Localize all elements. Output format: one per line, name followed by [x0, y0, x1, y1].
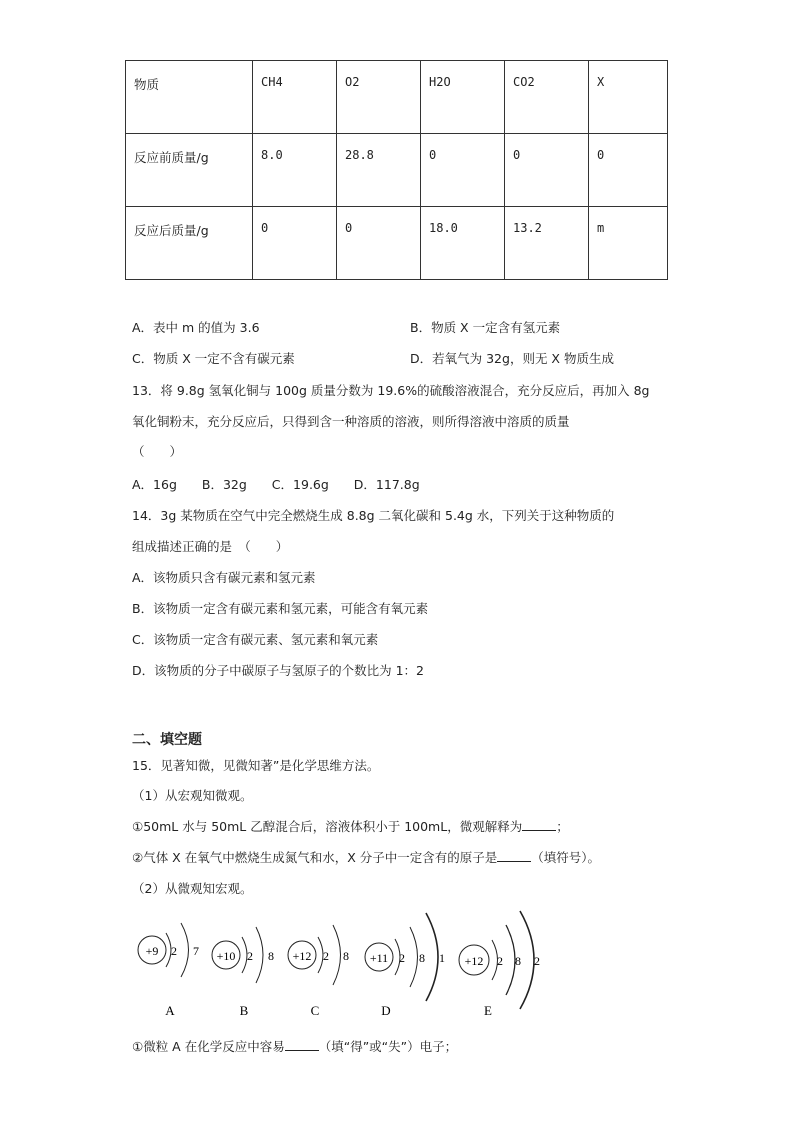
shell-electron-count: 8 [268, 949, 274, 963]
electron-shell-arc [426, 913, 438, 1001]
q15-part1: （1）从宏观知微观。 [132, 788, 253, 803]
table-cell: 0 [505, 134, 589, 207]
q15-item3-text: ①微粒 A 在化学反应中容易 [132, 1039, 285, 1054]
q15-stem: 15．见著知微，见微知著”是化学思维方法。 [132, 758, 380, 773]
electron-shell-arc [256, 927, 263, 983]
table-cell: 反应前质量/g [126, 134, 253, 207]
shell-electron-count: 2 [399, 951, 405, 965]
table-cell: CO2 [505, 61, 589, 134]
electron-shell-arc [520, 911, 534, 1009]
q12-option-a: A．表中 m 的值为 3.6 [132, 320, 260, 335]
q13-stem-line2: 氧化铜粉末，充分反应后，只得到含一种溶质的溶液，则所得溶液中溶质的质量 [132, 414, 570, 429]
q15-item2-suffix: （填符号）。 [531, 850, 601, 865]
q15-item3 [132, 1037, 457, 1055]
q12-option-b: B．物质 X 一定含有氢元素 [410, 320, 561, 335]
nucleus-charge: +12 [464, 954, 484, 968]
section-title: 二、填空题 [132, 732, 202, 748]
atom-diagram-d [365, 913, 445, 1018]
shell-electron-count: 2 [323, 949, 329, 963]
q15-item2-text: ②气体 X 在氧气中燃烧生成氮气和水，X 分子中一定含有的原子是 [132, 850, 498, 865]
shell-electron-count: 8 [343, 949, 349, 963]
atomic-structure-diagrams [128, 905, 558, 1025]
table-cell: 18.0 [421, 207, 505, 280]
q14-option-a: A．该物质只含有碳元素和氢元素 [132, 570, 316, 585]
q15-item1-suffix: ； [556, 819, 569, 834]
table-cell: 0 [253, 207, 337, 280]
atom-label: E [484, 1003, 492, 1018]
q14-option-c: C．该物质一定含有碳元素、氢元素和氧元素 [132, 632, 379, 647]
shell-electron-count: 2 [497, 954, 503, 968]
q14-option-b: B．该物质一定含有碳元素和氢元素，可能含有氧元素 [132, 601, 429, 616]
nucleus-charge: +11 [369, 951, 389, 965]
q15-item1-text: ①50mL 水与 50mL 乙醇混合后，溶液体积小于 100mL，微观解释为 [132, 819, 523, 834]
atom-label: D [381, 1003, 391, 1018]
table-cell: X [589, 61, 668, 134]
table-cell: CH4 [253, 61, 337, 134]
q13-stem-line1: 13．将 9.8g 氢氧化铜与 100g 质量分数为 19.6%的硫酸溶液混合，充分反应后，再加入 8g [132, 383, 650, 398]
shell-electron-count: 2 [534, 954, 540, 968]
table-row [126, 207, 668, 280]
table-cell: 物质 [126, 61, 253, 134]
atom-diagram-c [288, 925, 349, 1018]
table-row [126, 61, 668, 134]
table-cell: H2O [421, 61, 505, 134]
q15-part2: （2）从微观知宏观。 [132, 881, 253, 896]
table-cell: O2 [337, 61, 421, 134]
electron-shell-arc [333, 925, 341, 985]
q12-option-c: C．物质 X 一定不含有碳元素 [132, 351, 295, 366]
table-cell: 0 [421, 134, 505, 207]
atom-diagram-b [212, 927, 274, 1018]
q15-item1 [132, 817, 569, 835]
table-cell: 13.2 [505, 207, 589, 280]
atom-label: A [165, 1003, 175, 1018]
q15-item2 [132, 848, 600, 866]
table-cell: 0 [589, 134, 668, 207]
electron-shell-arc [181, 923, 189, 977]
q15-item3-suffix: （填“得”或“失”）电子； [318, 1039, 458, 1054]
shell-electron-count: 8 [419, 951, 425, 965]
shell-electron-count: 8 [515, 954, 521, 968]
table-cell: m [589, 207, 668, 280]
shell-electron-count: 1 [439, 951, 445, 965]
atom-diagram-e [459, 911, 540, 1018]
shell-electron-count: 7 [193, 944, 199, 958]
electron-shell-arc [506, 925, 515, 995]
table-row [126, 134, 668, 207]
mass-data-table [125, 60, 668, 280]
table-cell: 8.0 [253, 134, 337, 207]
answer-blank[interactable] [522, 818, 556, 831]
q13-answer-paren: （ ） [132, 444, 183, 459]
answer-blank[interactable] [285, 1038, 319, 1051]
q13-options: A．16g B．32g C．19.6g D．117.8g [132, 477, 420, 492]
table-cell: 28.8 [337, 134, 421, 207]
q14-stem-line1: 14．3g 某物质在空气中完全燃烧生成 8.8g 二氧化碳和 5.4g 水，下列关于这种物质的 [132, 508, 615, 523]
q12-option-d: D．若氧气为 32g，则无 X 物质生成 [410, 351, 614, 366]
shell-electron-count: 2 [247, 949, 253, 963]
electron-shell-arc [410, 927, 418, 987]
q14-stem-line2: 组成描述正确的是 （ ） [132, 539, 289, 554]
atom-label: C [310, 1003, 320, 1018]
table-cell: 0 [337, 207, 421, 280]
nucleus-charge: +12 [292, 949, 312, 963]
q14-option-d: D．该物质的分子中碳原子与氢原子的个数比为 1：2 [132, 663, 425, 678]
nucleus-charge: +10 [216, 949, 236, 963]
table-cell: 反应后质量/g [126, 207, 253, 280]
atom-diagram-a [138, 923, 199, 1018]
nucleus-charge: +9 [145, 944, 159, 958]
shell-electron-count: 2 [171, 944, 177, 958]
atom-label: B [239, 1003, 249, 1018]
answer-blank[interactable] [497, 849, 531, 862]
